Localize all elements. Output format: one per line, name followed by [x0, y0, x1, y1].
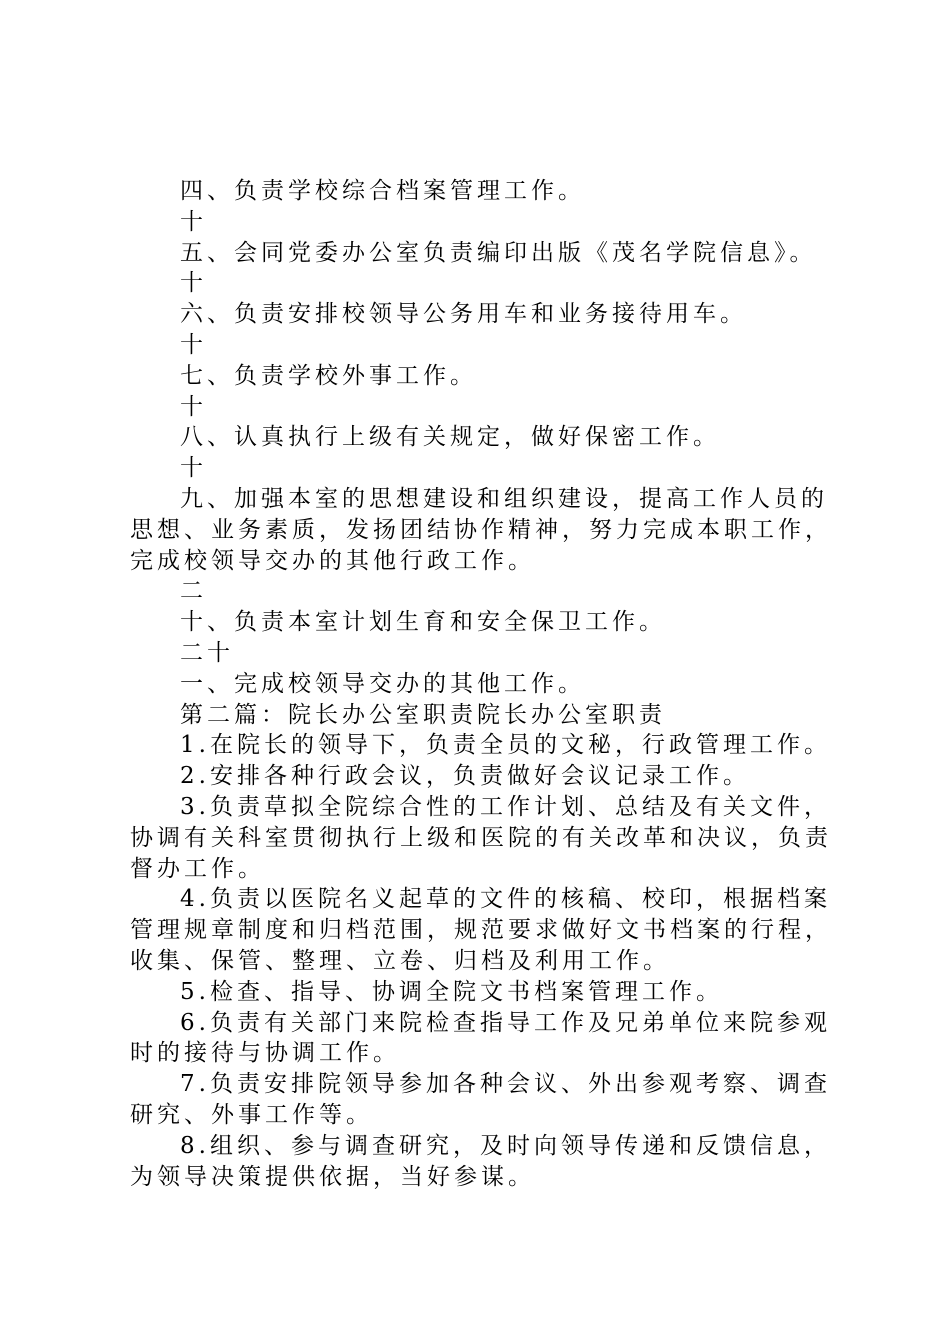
paragraph: 6.负责有关部门来院检查指导工作及兄弟单位来院参观时的接待与协调工作。: [130, 1009, 831, 1067]
paragraph: 1.在院长的领导下，负责全员的文秘，行政管理工作。: [180, 732, 831, 759]
paragraph: 十: [180, 270, 207, 297]
paragraph: 2.安排各种行政会议，负责做好会议记录工作。: [180, 763, 750, 790]
paragraph: 十: [180, 331, 207, 358]
paragraph: 一、完成校领导交办的其他工作。: [180, 670, 585, 697]
paragraph: 8.组织、参与调查研究，及时向领导传递和反馈信息，为领导决策提供依据，当好参谋。: [130, 1132, 831, 1190]
paragraph: 十: [180, 393, 207, 420]
paragraph: 五、会同党委办公室负责编印出版《茂名学院信息》。: [180, 239, 817, 266]
paragraph: 十: [180, 455, 207, 482]
paragraph: 四、负责学校综合档案管理工作。: [180, 178, 585, 204]
paragraph: 八、认真执行上级有关规定，做好保密工作。: [180, 424, 720, 451]
paragraph: 二十: [180, 639, 234, 666]
paragraph: 七、负责学校外事工作。: [180, 362, 477, 389]
paragraph: 六、负责安排校领导公务用车和业务接待用车。: [180, 301, 747, 328]
paragraph: 3.负责草拟全院综合性的工作计划、总结及有关文件，协调有关科室贯彻执行上级和医院的有关改革和决议，负责督办工作。: [130, 793, 832, 882]
section-heading: 第二篇：院长办公室职责院长办公室职责: [180, 701, 666, 728]
paragraph: 十、负责本室计划生育和安全保卫工作。: [180, 609, 666, 636]
paragraph: 十: [180, 208, 207, 235]
document-body: [130, 176, 840, 1192]
paragraph: 4.负责以医院名义起草的文件的核稿、校印，根据档案管理规章制度和归档范围，规范要求做好文书档案的行程，收集、保管、整理、立卷、归档及利用工作。: [130, 886, 832, 974]
paragraph: 5.检查、指导、协调全院文书档案管理工作。: [180, 978, 723, 1005]
paragraph: 二: [180, 578, 207, 605]
paragraph: 7.负责安排院领导参加各种会议、外出参观考察、调查研究、外事工作等。: [130, 1071, 831, 1128]
paragraph: 九、加强本室的思想建设和组织建设，提高工作人员的思想、业务素质，发扬团结协作精神，努力完成本职工作，完成校领导交办的其他行政工作。: [130, 485, 832, 574]
